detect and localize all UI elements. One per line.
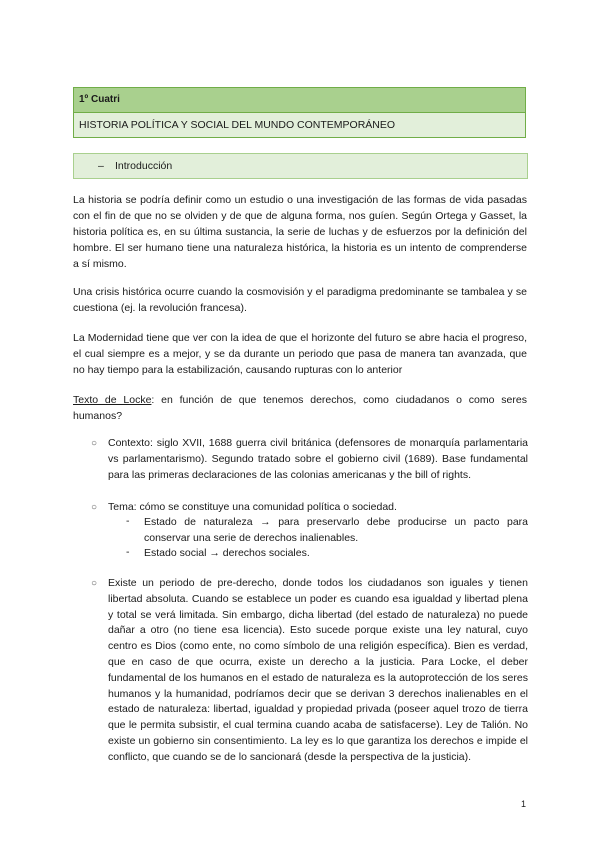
bullet-topic: Tema: cómo se constituye una comunidad política o sociedad. <box>108 501 397 513</box>
paragraph-modernity: La Modernidad tiene que ver con la idea de que el horizonte del futuro se abre hacia el progreso, el cual siempre es a mejor, y se da durante un periodo que pasa de manera tan avanzada, que no hay tiempo para la estabilización, causando rupturas con lo anterior <box>73 332 527 377</box>
locke-question: : en función de que tenemos derechos, como ciudadanos o como seres humanos? <box>73 394 527 423</box>
bullet-context: Contexto: siglo XVII, 1688 guerra civil británica (defensores de monarquía parlamentaria vs parlamentarismo). Segundo tratado sobre el gobierno civil (1689). Base fundamental para las primeras declaraciones de las colonias americanas y the bill of rights. <box>108 437 528 481</box>
bullet-marker: ○ <box>91 578 98 589</box>
bullet-pre-law: Existe un periodo de pre-derecho, donde todos los ciudadanos son iguales y tienen libertad absoluta. Cuando se establece un poder es cuando esa igualdad y libertad plena y total se verá limitada. Sin embargo, dicha libertad (del estado de naturaleza) no puede dañar a otro (no tiene esa licencia). Esto sucede porque existe una ley natural, cuyo centro es Dios (como ente, no como símbolo de una religión específica). Bien es verdad, que en caso de que ocurra, existe un derecho a la justicia. Para Locke, el deber fundamental de los humanos en el estado de naturaleza es la autoprotección de los seres humanos y la humanidad, podríamos decir que se derivan 3 derechos inalienables en el estado de naturaleza: libertad, igualdad y propiedad privada (poseer aquel trozo de tierra que le permita subsistir, el cual termina cuando acaba de satisfacerse). Ley de Talión. No existe un gobierno sin consentimiento. La ley es lo que garantiza los derechos e impide el conflicto, que cuando se de lo sancionará (desde la perspectiva de la justicia). <box>108 577 528 763</box>
paragraph-locke <box>73 392 527 424</box>
section-heading <box>73 153 528 179</box>
section-dash: – <box>98 160 104 172</box>
paragraph-history-definition: La historia se podría definir como un estudio o una investigación de las formas de vida pasadas con el fin de que no se olviden y de que de alguna forma, nos guíen. Según Ortega y Gasset, la historia política es, en su última sustancia, la serie de luchas y de esfuerzos por la definición del hombre. El ser humano tiene una naturaleza histórica, la historia es un intento de comprenderse a sí mismo. <box>73 194 527 271</box>
paragraph-historical-crisis: Una crisis histórica ocurre cuando la cosmovisión y el paradigma predominante se tambalea y se cuestiona (ej. la revolución francesa). <box>73 286 527 315</box>
term-label: 1º Cuatri <box>73 87 526 113</box>
sub-bullet-state-of-nature: Estado de naturaleza → para preservarlo debe producirse un pacto para conservar una serie de derechos inalienables. <box>144 516 528 544</box>
locke-text-label: Texto de Locke <box>73 394 152 406</box>
course-title: HISTORIA POLÍTICA Y SOCIAL DEL MUNDO CONTEMPORÁNEO <box>73 113 526 138</box>
page-number: 1 <box>521 799 527 809</box>
section-title: Introducción <box>115 160 173 172</box>
sub-bullet-social-state: Estado social → derechos sociales. <box>144 547 310 559</box>
bullet-marker: ○ <box>91 502 98 513</box>
course-header <box>73 87 526 138</box>
sub-bullet-dash: - <box>126 546 130 558</box>
sub-bullet-dash: - <box>126 515 130 527</box>
bullet-marker: ○ <box>91 438 98 449</box>
